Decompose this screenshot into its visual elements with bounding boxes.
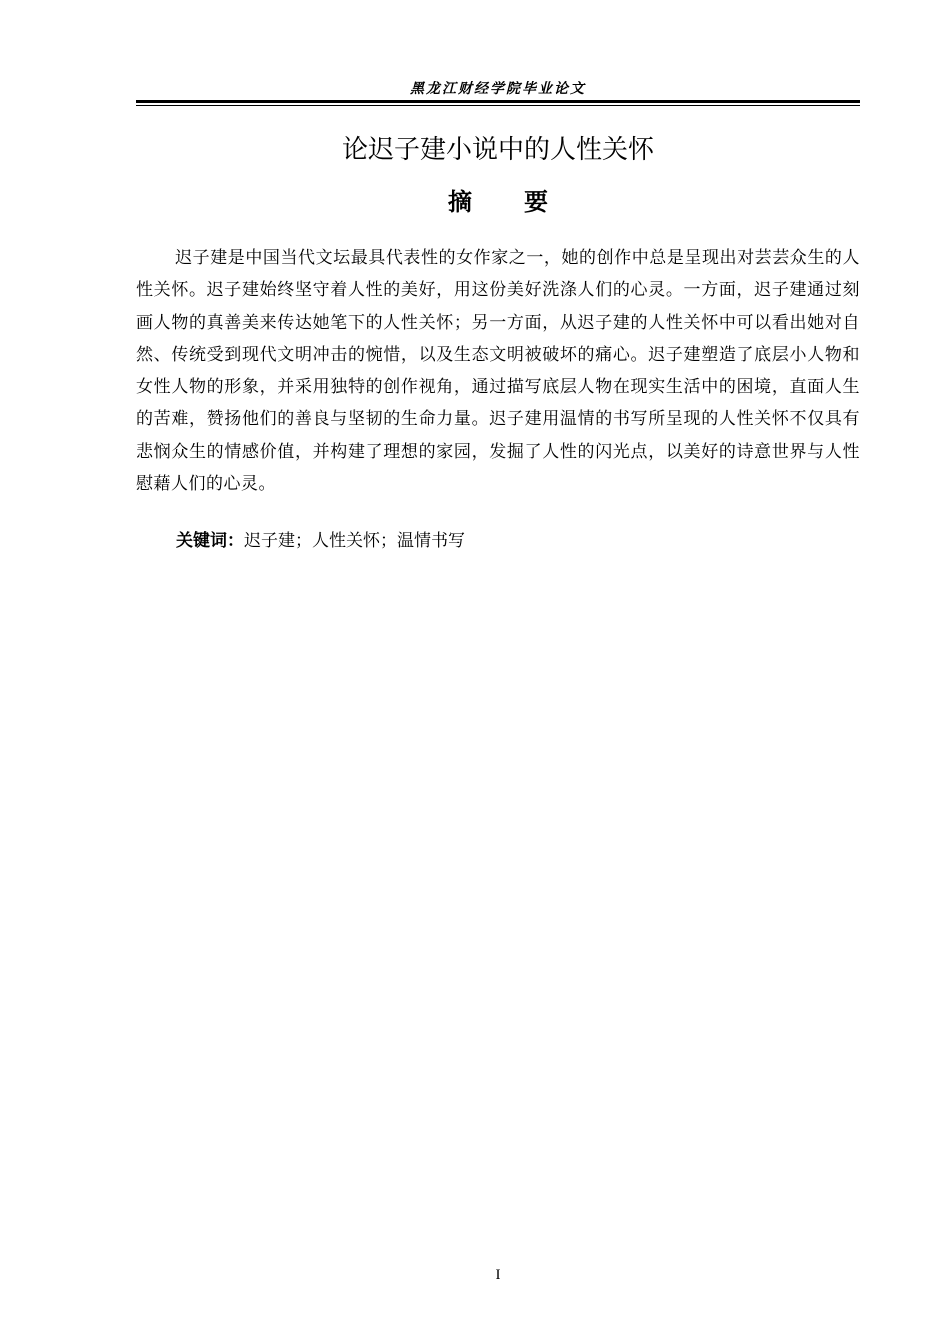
header-rule-thick [136, 100, 860, 103]
keywords-line [176, 526, 860, 556]
paper-title: 论迟子建小说中的人性关怀 [341, 135, 654, 165]
page-number: I [495, 1267, 501, 1283]
header-rule-thin [136, 105, 860, 106]
abstract-heading-char-2: 要 [524, 188, 548, 216]
keywords-value: 迟子建；人性关怀；温情书写 [244, 531, 465, 551]
abstract-body: 迟子建是中国当代文坛最具代表性的女作家之一，她的创作中总是呈现出对芸芸众生的人性关怀。迟子建始终坚守着人性的美好，用这份美好洗涤人们的心灵。一方面，迟子建通过刻画人物的真善美来传达她笔下的人性关怀；另一方面，从迟子建的人性关怀中可以看出她对自然、传统受到现代文明冲击的惋惜，以及生态文明被破坏的痛心。迟子建塑造了底层小人物和女性人物的形象，并采用独特的创作视角，通过描写底层人物在现实生活中的困境，直面人生的苦难，赞扬他们的善良与坚韧的生命力量。迟子建用温情的书写所呈现的人性关怀不仅具有悲悯众生的情感价值，并构建了理想的家园，发掘了人性的闪光点，以美好的诗意世界与人性慰藉人们的心灵。 [136, 248, 860, 495]
abstract-heading [136, 182, 860, 222]
keywords-label: 关键词： [176, 531, 244, 551]
running-header: 黑龙江财经学院毕业论文 [410, 81, 586, 97]
abstract-heading-char-1: 摘 [448, 188, 472, 216]
